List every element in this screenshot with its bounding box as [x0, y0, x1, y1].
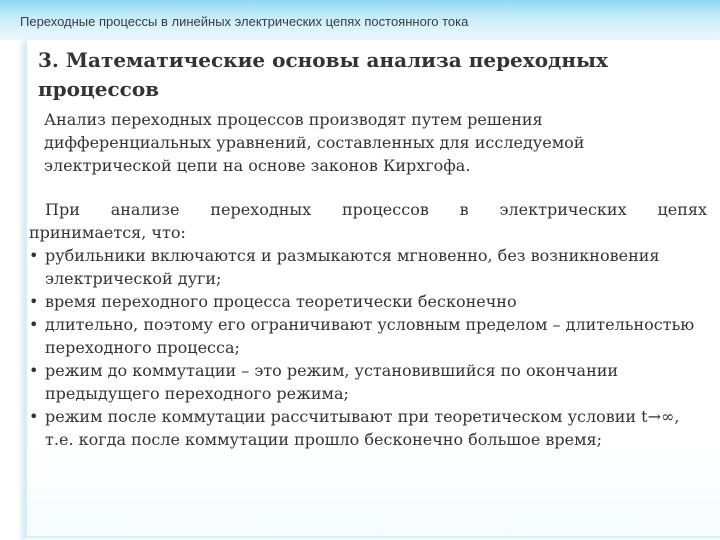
- bullet-item: [29, 290, 707, 313]
- bullet-item: [29, 244, 707, 290]
- paragraph-second-line: принимается, что:: [29, 223, 186, 242]
- header-title: Переходные процессы в линейных электрических цепях постоянного тока: [20, 14, 469, 29]
- paragraph-first-line: При анализе переходных процессов в электрических цепях: [45, 200, 707, 219]
- bullet-text: длительно, поэтому его ограничивают условным пределом – длительностью переходного процесса;: [45, 315, 695, 357]
- slide-title: 3. Математические основы анализа переходных процессов: [38, 48, 608, 101]
- panel-bottom-shadow: [25, 536, 720, 540]
- bullet-text: время переходного процесса теоретически бесконечно: [45, 292, 517, 311]
- bullet-icon: •: [29, 315, 39, 334]
- bullet-icon: •: [29, 292, 39, 311]
- bullet-list: [29, 244, 707, 451]
- bullet-item: [29, 359, 707, 405]
- bullet-item: [29, 313, 707, 359]
- main-paragraph: [29, 198, 707, 451]
- intro-paragraph: Анализ переходных процессов производят путем решения дифференциальных уравнений, составленных для исследуемой электрической цепи на основе законов Кирхгофа.: [44, 110, 585, 175]
- bullet-icon: •: [29, 246, 39, 265]
- bullet-text: режим после коммутации рассчитывают при теоретическом условии t→∞, т.е. когда после коммутации прошло бесконечно большое время;: [45, 407, 680, 449]
- bullet-icon: •: [29, 361, 39, 380]
- bullet-text: режим до коммутации – это режим, установившийся по окончании предыдущего переходного режима;: [45, 361, 619, 403]
- bullet-item: [29, 405, 707, 451]
- bullet-icon: •: [29, 407, 39, 426]
- bullet-text: рубильники включаются и размыкаются мгновенно, без возникновения электрической дуги;: [45, 246, 660, 288]
